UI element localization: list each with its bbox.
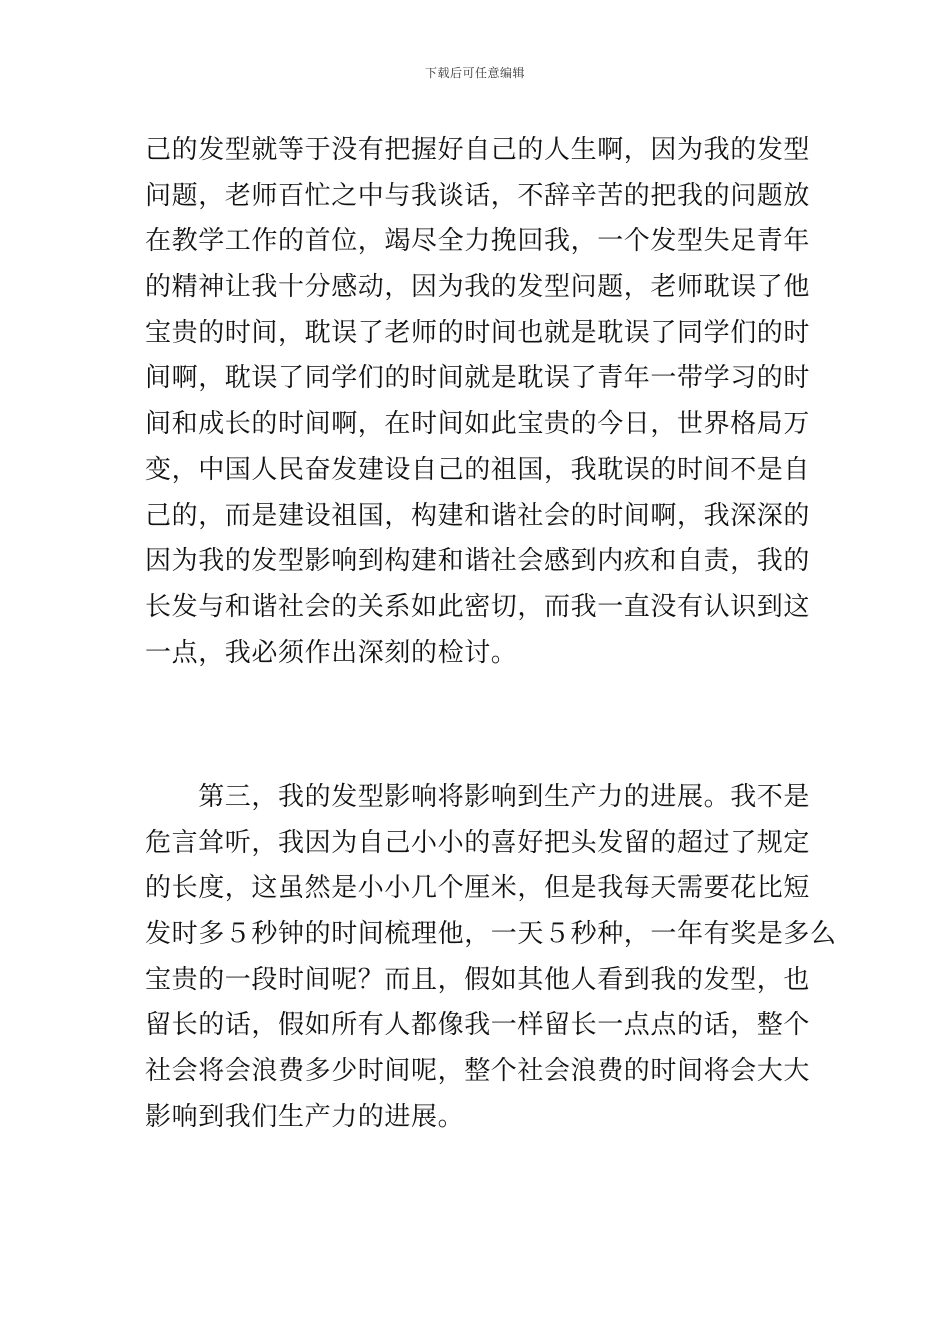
text-line: 宝贵的一段时间呢？而且，假如其他人看到我的发型，也 [145, 964, 811, 995]
text-line: 长发与和谐社会的关系如此密切，而我一直没有认识到这 [145, 591, 811, 622]
text-line: 第三，我的发型影响将影响到生产力的进展。我不是 [145, 782, 811, 812]
text-line: 变，中国人民奋发建设自己的祖国，我耽误的时间不是自 [145, 454, 811, 485]
text-line: 社会将会浪费多少时间呢，整个社会浪费的时间将会大大 [145, 1056, 811, 1087]
text-line: 己的，而是建设祖国，构建和谐社会的时间啊，我深深的 [145, 500, 811, 531]
text-line: 危言耸听，我因为自己小小的喜好把头发留的超过了规定 [145, 827, 811, 858]
page-header: 下载后可任意编辑 [424, 66, 525, 80]
text-line: 在教学工作的首位，竭尽全力挽回我，一个发型失足青年 [145, 226, 811, 257]
text-line: 问题，老师百忙之中与我谈话，不辞辛苦的把我的问题放 [145, 180, 811, 211]
paragraph-2 [145, 775, 837, 1141]
text-line: 间和成长的时间啊，在时间如此宝贵的今日，世界格局万 [145, 409, 811, 440]
text-line: 宝贵的时间，耽误了老师的时间也就是耽误了同学们的时 [145, 317, 811, 348]
text-line: 间啊，耽误了同学们的时间就是耽误了青年一带学习的时 [145, 363, 811, 394]
text-line: 一点，我必须作出深刻的检讨。 [145, 637, 518, 668]
text-line: 的精神让我十分感动，因为我的发型问题，老师耽误了他 [145, 272, 811, 303]
paragraph-1 [145, 128, 810, 676]
text-line: 影响到我们生产力的进展。 [145, 1101, 465, 1132]
text-line: 发时多５秒钟的时间梳理他，一天５秒种，一年有奖是多么 [145, 919, 837, 950]
text-line: 己的发型就等于没有把握好自己的人生啊，因为我的发型 [145, 135, 811, 165]
text-line: 因为我的发型影响到构建和谐社会感到内疚和自责，我的 [145, 546, 811, 577]
text-line: 的长度，这虽然是小小几个厘米，但是我每天需要花比短 [145, 873, 811, 904]
text-line: 留长的话，假如所有人都像我一样留长一点点的话，整个 [145, 1010, 811, 1041]
